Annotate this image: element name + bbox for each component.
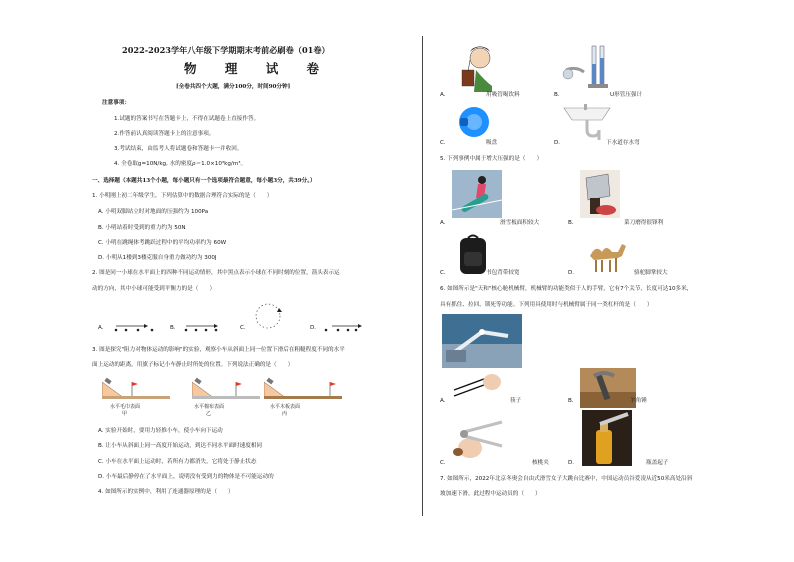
kitchen-knife-picture [580,170,620,218]
exam-info: [全卷共四个大题，满分100分，时间90分钟] [176,84,291,90]
exam-title: 2022-2023学年八年级下学期期末考前必刷卷（01卷） [122,45,330,55]
q2-diagram-b [184,318,228,330]
q5-option-a[interactable]: A. [440,220,446,226]
q5-option-d-caption: 骆驼脚掌较大 [634,270,668,276]
column-divider [422,36,423,516]
q6-option-a-caption: 筷子 [510,398,522,404]
section-heading: 一、选择题（本题共13个小题，每小题只有一个选项最符合题意，每小题3分，共39分。） [92,178,316,184]
camel-picture [584,238,630,274]
chopsticks-picture [452,370,502,400]
bottle-opener-picture [582,410,632,466]
q2-option-c[interactable]: C. [240,325,246,331]
notice-item: 1.试题的答案书写在答题卡上，不得在试题卷上直接作答。 [114,116,260,122]
question-3-line: 3. 图是探究"阻力对物体运动的影响"的实验，观察小车从斜面上同一位置下滑后在粗糙程度不同的水平 [92,347,345,353]
u-tube-manometer-picture [562,44,612,90]
surface-label: 水平毛巾表面 [110,404,141,410]
q5-option-c[interactable]: C. [440,270,446,276]
question-3-line: 面上运动的距离，用旗子标记小车静止时所处的位置。下列说法正确的是（ ） [92,362,294,368]
q5-option-b[interactable]: B. [568,220,574,226]
q6-option-b-caption: 羊角锤 [630,398,647,404]
q1-option-b[interactable]: B. 小明站着时受到的重力约为 50N [98,225,186,231]
q1-option-d[interactable]: D. 小明从1楼到3楼克服自身重力做功约为 300J [98,255,217,261]
q4-option-c[interactable]: C. [440,140,446,146]
skier-picture [452,170,502,218]
surface-tag: 甲 [122,411,128,417]
q6-option-a[interactable]: A. [440,398,446,404]
surface-tag: 乙 [206,411,212,417]
q6-option-b[interactable]: B. [568,398,574,404]
q4-option-a-caption: 用吸管喝饮料 [486,92,520,98]
q4-option-d-caption: 下水道存水弯 [606,140,640,146]
q3-option-b[interactable]: B. 让小车从斜面上同一高度开始运动，到达不同水平面时速度相同 [98,443,263,449]
sink-trap-picture [562,104,612,144]
surface-label: 水平棉布表面 [194,404,225,410]
q1-option-a[interactable]: A. 小明双脚站立时对地面的压强约为 100Pa [98,209,209,215]
q3-option-c[interactable]: C. 小车在水平面上运动时，若所有力都消失，它将处于静止状态 [98,459,257,465]
surface-tag: 丙 [282,411,288,417]
surface-label: 水平木板表面 [270,404,301,410]
notice-item: 3.考试结束，由监考人将试题卷和答题卡一并收回。 [114,146,243,152]
incline-cotton-picture [192,376,260,402]
q5-option-c-caption: 书包背带较宽 [486,270,520,276]
notice-item: 4. 全卷取g=10N/kg, 水的密度ρ＝1.0×10³kg/m³。 [114,161,247,167]
q2-option-b[interactable]: B. [170,325,176,331]
q2-diagram-a [114,318,158,330]
q2-option-d[interactable]: D. [310,325,317,331]
question-2-line: 2. 图是同一小球在水平面上的四种不同运动情形，其中黑点表示小球在不同时刻的位置，箭头表示运 [92,270,340,276]
notice-item: 2.作答前认真阅读答题卡上的注意事项。 [114,131,215,137]
question-5-stem: 5. 下列事例中属于增大压强的是（ ） [440,156,543,162]
q5-option-b-caption: 菜刀磨得很锋利 [624,220,664,226]
q3-option-d[interactable]: D. 小车最后静停在了水平面上，说明没有受到力的物体是不可能运动的 [98,474,274,480]
subject-title: 物 理 试 卷 [184,61,332,76]
drinking-straw-picture [454,40,496,92]
suction-cup-picture [454,102,492,142]
claw-hammer-picture [580,368,636,408]
q4-option-a[interactable]: A. [440,92,446,98]
q3-option-a[interactable]: A. 实验开始时，要用力轻推小车，使小车向下运动 [98,428,223,434]
q5-option-d[interactable]: D. [568,270,575,276]
question-6-line: 具有抓住、拉回、锁死等功能。下列用具使用时与机械臂属于同一类杠杆的是（ ） [440,302,653,308]
q1-option-c[interactable]: C. 小明在跳绳体考跳跃过程中的平均功率约为 60W [98,240,227,246]
q4-option-b-caption: U形管压强计 [610,92,643,98]
q2-diagram-c [248,300,288,334]
question-2-line: 动的方向，其中小球可能受到平衡力的是（ ） [92,286,216,292]
backpack-picture [456,234,490,276]
q4-option-d[interactable]: D. [554,140,561,146]
incline-towel-picture [102,376,170,402]
robotic-arm-picture [442,314,522,368]
notice-heading: 注意事项： [102,100,130,106]
q6-option-d[interactable]: D. [568,460,575,466]
q5-option-a-caption: 滑雪板面积较大 [500,220,540,226]
q2-diagram-d [324,318,368,330]
question-7-line: 坡加速下滑，此过程中运动员的（ ） [440,491,541,497]
q6-option-d-caption: 瓶盖起子 [646,460,669,466]
q6-option-c-caption: 核桃夹 [532,460,549,466]
nutcracker-picture [450,412,510,462]
question-1-stem: 1. 小明刚上初二年级学生，下列估算中的数据合理符合实际的是（ ） [92,193,273,199]
incline-wood-picture [264,376,342,402]
q2-option-a[interactable]: A. [98,325,104,331]
question-4-stem: 4. 如图所示的实例中，利用了连通器原理的是（ ） [98,489,234,495]
question-7-line: 7. 如图所示，2022年北京冬奥会自由式滑雪女子大跳台比赛中，中国运动员谷爱凌从近50米高处沿斜 [440,476,693,482]
q4-option-b[interactable]: B. [554,92,560,98]
q4-option-c-caption: 吸盘 [486,140,498,146]
q6-option-c[interactable]: C. [440,460,446,466]
question-6-line: 6. 如图所示是"天和"核心舱机械臂，机械臂的功能类似于人的手臂，它有7个关节，长度可达10多米， [440,286,693,292]
